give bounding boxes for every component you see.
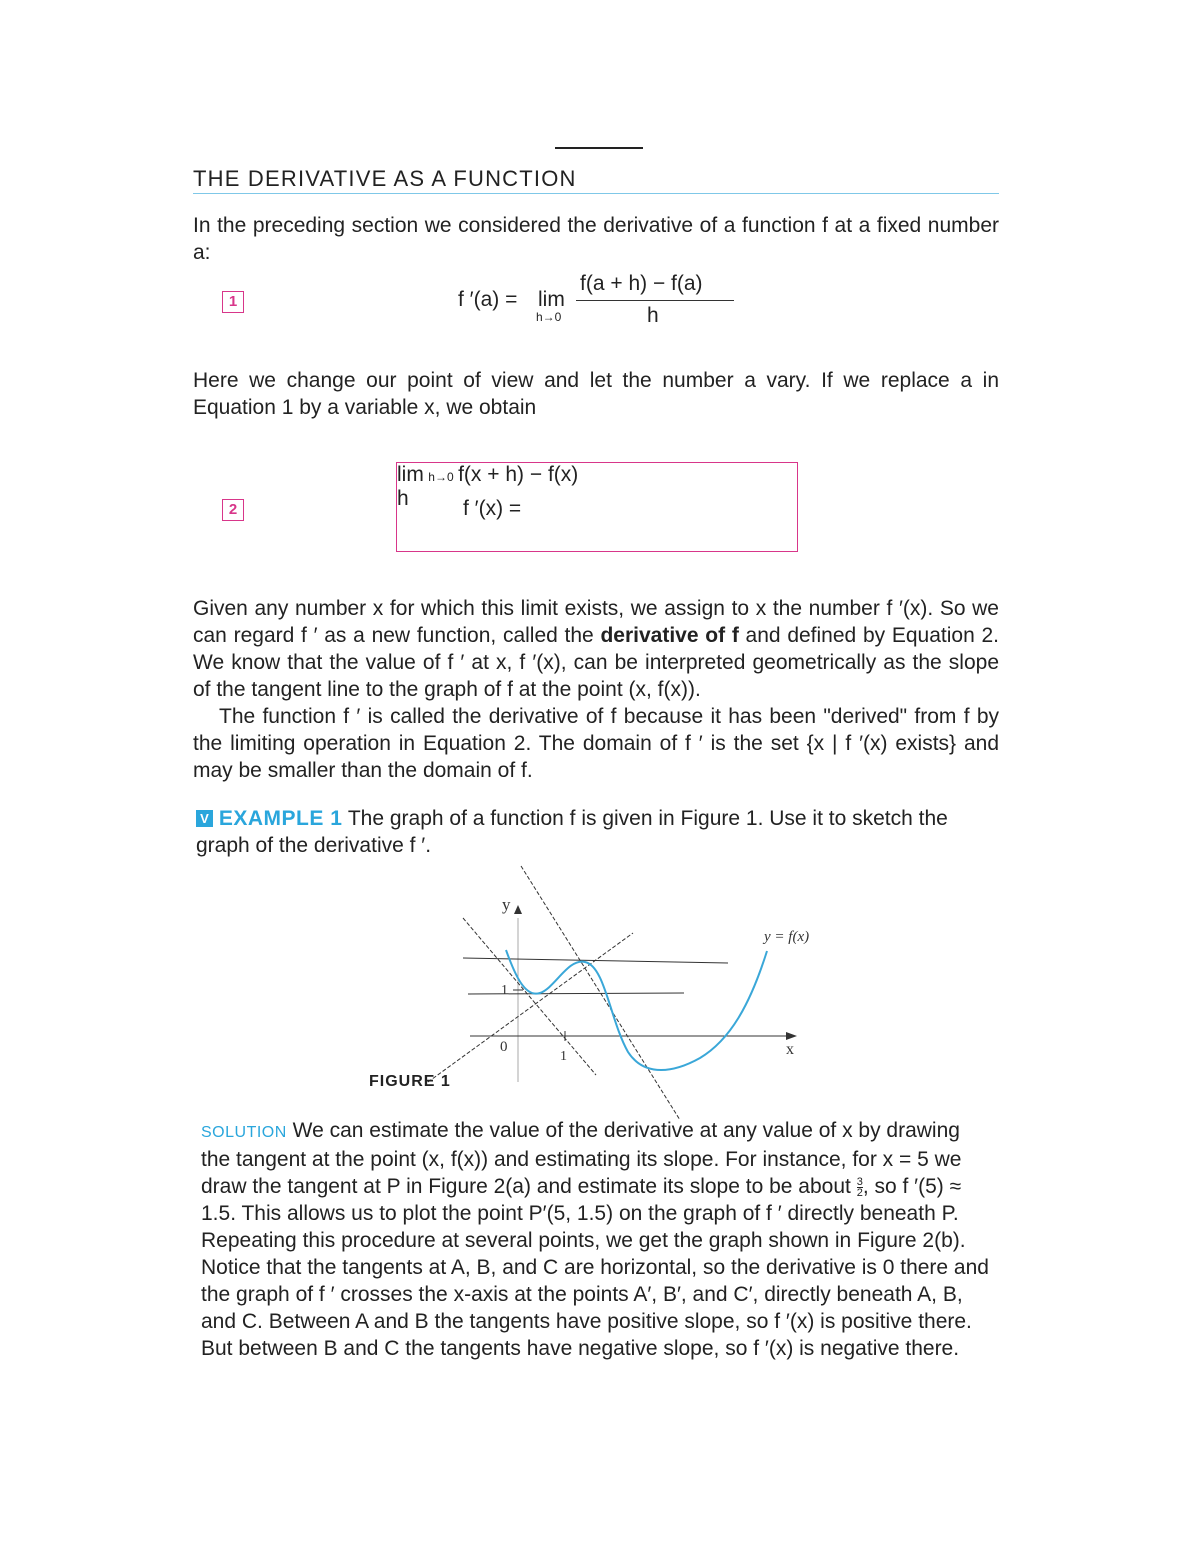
solution-text-a: We can estimate the value of the derivative at any value of x by drawing the tangent at the point (x, f(x)) and estimating its slope. For instance, for x = 5 we draw the tangent at P in Figure 2(a) and estimate its slope to be about [201,1119,962,1198]
eq2-lim-sub: h→0 [428,470,454,484]
definition-term: derivative of f [600,624,739,647]
tangent-negative-slope-a [463,918,596,1075]
intro-paragraph: In the preceding section we considered the derivative of a function f at a fixed number a: [193,214,999,264]
solution-text-b: , so f ′(5) ≈ 1.5. This allows us to plot the point P′(5, 1.5) on the graph of f ′ directly beneath P. Repeating this procedure at several points, we get the graph shown in Figure 2(b). Notice that the tangents at A, B, and C are horizontal, so the derivative is 0 there and the graph of f ′ crosses the x-axis at the points A′, B′, and C′, directly beneath A, B, and C. Between A and B the tangents have positive slope, so f ′(x) is positive there. But between B and C the tangents have negative slope, so f ′(x) is negative there. [201,1175,989,1360]
y-tick-label: 1 [501,983,508,998]
tangent-positive-slope [428,933,633,1082]
eq1-lim: lim [538,288,565,311]
example-label: EXAMPLE 1 [218,807,343,830]
example-text: The graph of a function f is given in Figure 1. Use it to sketch the graph of the derivative f ′. [196,807,948,857]
x-axis-arrow [786,1032,797,1040]
eq2-lim: lim [397,463,424,486]
x-tick-label: 1 [560,1049,567,1064]
y-axis-label: y [502,895,511,914]
eq2-denominator: h [397,487,409,510]
eq1-lhs: f ′(a) = [458,288,518,311]
equation-number-2: 2 [222,499,244,521]
eq1-numerator: f(a + h) − f(a) [580,272,703,295]
derived-text: The function f ′ is called the derivative of f because it has been "derived" from f by the limiting operation in Equation 2. The domain of f ′ is the set {x | f ′(x) exists} and may be smaller than the domain of f. [193,705,999,782]
solution-label: SOLUTION [201,1124,287,1141]
eq2-lhs: f ′(x) = [463,497,522,520]
y-axis-arrow [514,905,522,914]
curve-label: y = f(x) [764,929,810,945]
eq1-lim-sub: h→0 [536,310,562,324]
figure-1-caption: FIGURE 1 [369,1073,451,1090]
x-axis-label: x [786,1041,794,1058]
definition-text-a: Given any number x for which this limit exists, we assign to x the number f ′(x). So we can regard f ′ as a new function, called the [193,597,999,647]
section-title: THE DERIVATIVE AS A FUNCTION [193,166,577,191]
example-badge: V [196,810,213,827]
equation-number-1: 1 [222,291,244,313]
fraction-denominator: 2 [856,1186,863,1199]
fraction-numerator: 3 [856,1175,863,1188]
paragraph-vary: Here we change our point of view and let the number a vary. If we replace a in Equation 1 by a variable x, we obtain [193,369,999,419]
origin-label: 0 [500,1039,508,1055]
definition-text-b: and defined by Equation 2. We know that the value of f ′ at x, f ′(x), can be interpreted geometrically as the slope of the tangent line to the graph of f at the point (x, f(x)). [193,624,1000,701]
eq2-numerator: f(x + h) − f(x) [458,463,579,486]
eq1-denominator: h [647,304,659,327]
solution-paragraph [201,1117,991,1362]
function-curve [506,950,767,1070]
